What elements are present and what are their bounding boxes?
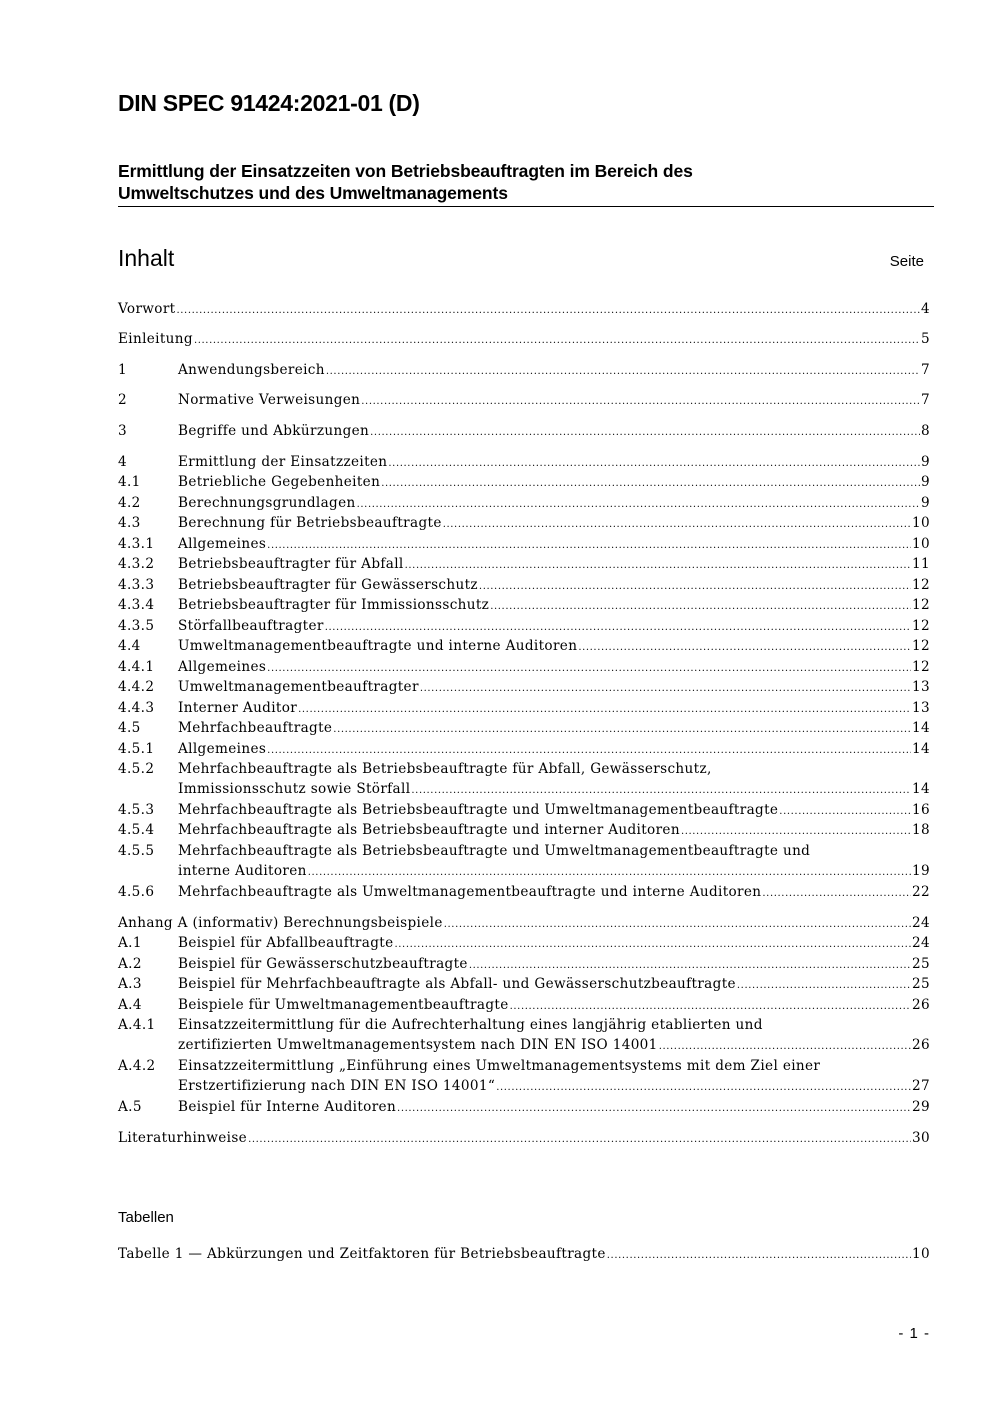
toc-entry[interactable] (118, 1099, 930, 1119)
toc-entry-page: 18 (912, 822, 930, 838)
toc-entry-first-line[interactable] (118, 843, 930, 863)
toc-leader-dots (420, 683, 911, 694)
toc-entry-number: A.3 (118, 976, 142, 992)
toc-entry-title: Mehrfachbeauftragte als Betriebsbeauftragte und Umweltmanagementbeauftragte (178, 802, 779, 818)
toc-entry-title: Anwendungsbereich (178, 362, 325, 378)
toc-entry-title: Beispiel für Abfallbeauftragte (178, 935, 394, 951)
tables-heading: Tabellen (118, 1209, 174, 1226)
toc-entry-number: 4.5.6 (118, 884, 155, 900)
toc-leader-dots (659, 1041, 911, 1052)
toc-entry-number: 4.5 (118, 720, 141, 736)
toc-entry[interactable] (118, 597, 930, 617)
toc-entry[interactable] (118, 638, 930, 658)
toc-entry-page: 26 (912, 1037, 930, 1053)
toc-leader-dots (381, 478, 920, 489)
toc-entry-number: 4.5.2 (118, 761, 155, 777)
toc-entry[interactable] (118, 915, 930, 935)
toc-entry[interactable] (118, 720, 930, 740)
toc-entry-page: 12 (912, 577, 930, 593)
toc-entry-page: 12 (912, 638, 930, 654)
toc-entry-title: Einsatzzeitermittlung für die Aufrechterhaltung eines langjährig etablierten und (178, 1017, 763, 1033)
toc-entry-page: 11 (912, 556, 930, 572)
toc-entry-title: Umweltmanagementbeauftragter (178, 679, 419, 695)
toc-entry-title: Einleitung (118, 331, 193, 347)
toc-entry[interactable] (118, 618, 930, 638)
toc-leader-dots (333, 724, 911, 735)
toc-leader-dots (267, 663, 911, 674)
toc-entry-page: 10 (912, 515, 930, 531)
toc-entry[interactable] (118, 802, 930, 822)
toc-entry[interactable] (118, 1130, 930, 1150)
toc-entry[interactable] (118, 301, 930, 321)
toc-entry[interactable] (118, 741, 930, 761)
document-subtitle (118, 160, 933, 204)
toc-entry[interactable] (118, 1037, 930, 1057)
toc-entry-page: 7 (921, 392, 930, 408)
toc-entry[interactable] (118, 822, 930, 842)
toc-entry-number: 4.3 (118, 515, 141, 531)
toc-entry[interactable] (118, 392, 930, 412)
toc-entry-page: 14 (912, 781, 930, 797)
toc-entry-number: 4 (118, 454, 127, 470)
toc-entry-first-line[interactable] (118, 761, 930, 781)
toc-leader-dots (395, 939, 912, 950)
toc-entry-number: A.4 (118, 997, 142, 1013)
toc-entry-number: 2 (118, 392, 127, 408)
toc-entry-number: 4.5.4 (118, 822, 155, 838)
toc-entry-page: 7 (921, 362, 930, 378)
toc-leader-dots (370, 427, 920, 438)
toc-entry-title: Mehrfachbeauftragte als Betriebsbeauftragte und Umweltmanagementbeauftragte und (178, 843, 811, 859)
toc-entry-number: 4.1 (118, 474, 141, 490)
toc-entry-title: Vorwort (118, 301, 176, 317)
toc-entry[interactable] (118, 495, 930, 515)
subtitle-line-2: Umweltschutzes und des Umweltmanagements (118, 183, 508, 203)
subtitle-line-1: Ermittlung der Einsatzzeiten von Betriebsbeauftragten im Bereich des (118, 161, 693, 181)
toc-entry[interactable] (118, 515, 930, 535)
toc-entry-page: 13 (912, 679, 930, 695)
toc-leader-dots (496, 1082, 911, 1093)
toc-entry-page: 4 (921, 301, 930, 317)
toc-leader-dots (176, 305, 920, 316)
toc-entry-page: 12 (912, 597, 930, 613)
toc-entry-page: 30 (912, 1130, 930, 1146)
toc-entry-page: 13 (912, 700, 930, 716)
toc-entry[interactable] (118, 362, 930, 382)
toc-entry-page: 24 (912, 915, 930, 931)
toc-entry-page: 5 (921, 331, 930, 347)
toc-entry-title: Mehrfachbeauftragte (178, 720, 333, 736)
toc-entry-number: 4.4.1 (118, 659, 155, 675)
toc-entry-number: A.4.2 (118, 1058, 156, 1074)
toc-entry[interactable] (118, 781, 930, 801)
toc-leader-dots (248, 1134, 911, 1145)
toc-leader-dots (510, 1001, 911, 1012)
toc-entry-page: 12 (912, 618, 930, 634)
toc-entry[interactable] (118, 423, 930, 443)
toc-leader-dots (267, 540, 911, 551)
title-divider (118, 206, 934, 207)
toc-leader-dots (411, 785, 911, 796)
toc-leader-dots (357, 499, 920, 510)
toc-entry-page: 14 (912, 741, 930, 757)
toc-leader-dots (405, 560, 911, 571)
toc-entry-title: Ermittlung der Einsatzzeiten (178, 454, 388, 470)
toc-entry-title: Allgemeines (178, 659, 267, 675)
toc-leader-dots (361, 396, 920, 407)
toc-entry-title: Betriebsbeauftragter für Gewässerschutz (178, 577, 478, 593)
toc-leader-dots (326, 366, 920, 377)
toc-entry-number: 4.3.5 (118, 618, 155, 634)
toc-entry-page: 26 (912, 997, 930, 1013)
toc-leader-dots (578, 642, 911, 653)
toc-entry-title: Mehrfachbeauftragte als Umweltmanagementbeauftragte und interne Auditoren (178, 884, 762, 900)
toc-entry-title: Begriffe und Abkürzungen (178, 423, 370, 439)
toc-entry-page: 8 (921, 423, 930, 439)
toc-entry-number: 4.3.2 (118, 556, 155, 572)
toc-entry-number: 4.3.3 (118, 577, 155, 593)
toc-entry-title: Betriebsbeauftragter für Abfall (178, 556, 404, 572)
toc-entry-title: interne Auditoren (178, 863, 307, 879)
toc-leader-dots (607, 1250, 911, 1261)
toc-leader-dots (779, 806, 911, 817)
toc-leader-dots (443, 519, 911, 530)
toc-entry-page: 14 (912, 720, 930, 736)
toc-entry-title: Beispiel für Mehrfachbeauftragte als Abfall- und Gewässerschutzbeauftragte (178, 976, 736, 992)
toc-entry-title: Interner Auditor (178, 700, 298, 716)
toc-entry-number: 4.4.2 (118, 679, 155, 695)
toc-leader-dots (325, 622, 911, 633)
toc-entry-page: 16 (912, 802, 930, 818)
toc-entry-title: Beispiel für Interne Auditoren (178, 1099, 397, 1115)
toc-entry[interactable] (118, 659, 930, 679)
toc-entry-number: 1 (118, 362, 127, 378)
toc-entry-number: 4.5.3 (118, 802, 155, 818)
toc-entry-title: Allgemeines (178, 741, 267, 757)
toc-leader-dots (469, 960, 911, 971)
toc-entry-title: Tabelle 1 — Abkürzungen und Zeitfaktoren für Betriebsbeauftragte (118, 1246, 606, 1262)
document-title: DIN SPEC 91424:2021-01 (D) (118, 90, 420, 116)
toc-entry[interactable] (118, 935, 930, 955)
toc-entry-number: 4.5.5 (118, 843, 155, 859)
toc-entry-title: Beispiel für Gewässerschutzbeauftragte (178, 956, 468, 972)
toc-entry-title: Literaturhinweise (118, 1130, 248, 1146)
toc-leader-dots (444, 919, 911, 930)
toc-leader-dots (388, 458, 920, 469)
toc-entry[interactable] (118, 956, 930, 976)
toc-entry-number: A.4.1 (118, 1017, 156, 1033)
toc-entry-page: 27 (912, 1078, 930, 1094)
toc-entry[interactable] (118, 556, 930, 576)
toc-entry[interactable] (118, 700, 930, 720)
toc-entry[interactable] (118, 997, 930, 1017)
toc-leader-dots (479, 581, 911, 592)
toc-entry-number: A.2 (118, 956, 142, 972)
toc-entry-title: Betriebsbeauftragter für Immissionsschutz (178, 597, 490, 613)
toc-entry[interactable] (118, 976, 930, 996)
toc-entry-number: 4.2 (118, 495, 141, 511)
toc-entry-page: 22 (912, 884, 930, 900)
toc-entry-page: 25 (912, 976, 930, 992)
toc-entry[interactable] (118, 679, 930, 699)
toc-entry-title: Mehrfachbeauftragte als Betriebsbeauftragte und interner Auditoren (178, 822, 680, 838)
toc-entry[interactable] (118, 331, 930, 351)
toc-entry-page: 10 (912, 1246, 930, 1262)
toc-leader-dots (397, 1103, 911, 1114)
toc-entry-first-line[interactable] (118, 1058, 930, 1078)
toc-entry-title: Beispiele für Umweltmanagementbeauftragte (178, 997, 509, 1013)
toc-entry-title: Mehrfachbeauftragte als Betriebsbeauftragte für Abfall, Gewässerschutz, (178, 761, 712, 777)
toc-entry-page: 24 (912, 935, 930, 951)
toc-leader-dots (308, 867, 911, 878)
toc-leader-dots (298, 704, 911, 715)
toc-leader-dots (194, 335, 920, 346)
toc-entry-page: 29 (912, 1099, 930, 1115)
toc-entry-number: 4.3.4 (118, 597, 155, 613)
toc-entry-page: 10 (912, 536, 930, 552)
toc-entry-title: Immissionsschutz sowie Störfall (178, 781, 411, 797)
toc-leader-dots (762, 888, 911, 899)
toc-entry-title: Berechnung für Betriebsbeauftragte (178, 515, 442, 531)
toc-entry-title: Erstzertifizierung nach DIN EN ISO 14001“ (178, 1078, 496, 1094)
toc-leader-dots (267, 745, 911, 756)
toc-leader-dots (681, 826, 911, 837)
toc-entry[interactable] (118, 884, 930, 904)
toc-entry-number: 3 (118, 423, 127, 439)
toc-entry[interactable] (118, 1078, 930, 1098)
toc-entry[interactable] (118, 474, 930, 494)
toc-entry-first-line[interactable] (118, 1017, 930, 1037)
toc-entry-page: 12 (912, 659, 930, 675)
toc-entry-number: A.5 (118, 1099, 142, 1115)
toc-heading: Inhalt (118, 245, 175, 271)
toc-entry[interactable] (118, 536, 930, 556)
page-column-label: Seite (889, 253, 924, 270)
toc-entry-title: Anhang A (informativ) Berechnungsbeispiele (118, 915, 443, 931)
toc-entry-number: 4.4.3 (118, 700, 155, 716)
toc-entry-number: A.1 (118, 935, 142, 951)
toc-entry-page: 19 (912, 863, 930, 879)
toc-entry[interactable] (118, 454, 930, 474)
toc-entry-title: Einsatzzeitermittlung „Einführung eines Umweltmanagementsystems mit dem Ziel einer (178, 1058, 821, 1074)
toc-entry[interactable] (118, 1246, 930, 1266)
toc-entry-page: 25 (912, 956, 930, 972)
toc-entry-number: 4.4 (118, 638, 141, 654)
toc-entry-page: 9 (921, 495, 930, 511)
toc-entry[interactable] (118, 577, 930, 597)
toc-entry-title: Allgemeines (178, 536, 267, 552)
toc-entry-title: Störfallbeauftragter (178, 618, 324, 634)
toc-entry-page: 9 (921, 454, 930, 470)
page-number: - 1 - (898, 1325, 930, 1342)
toc-entry-title: Normative Verweisungen (178, 392, 361, 408)
toc-entry[interactable] (118, 863, 930, 883)
toc-leader-dots (490, 601, 911, 612)
toc-entry-title: Betriebliche Gegebenheiten (178, 474, 381, 490)
toc-entry-title: zertifizierten Umweltmanagementsystem nach DIN EN ISO 14001 (178, 1037, 658, 1053)
toc-entry-number: 4.5.1 (118, 741, 155, 757)
toc-leader-dots (737, 980, 911, 991)
toc-entry-title: Berechnungsgrundlagen (178, 495, 356, 511)
toc-entry-page: 9 (921, 474, 930, 490)
toc-entry-number: 4.3.1 (118, 536, 155, 552)
toc-entry-title: Umweltmanagementbeauftragte und interne Auditoren (178, 638, 578, 654)
